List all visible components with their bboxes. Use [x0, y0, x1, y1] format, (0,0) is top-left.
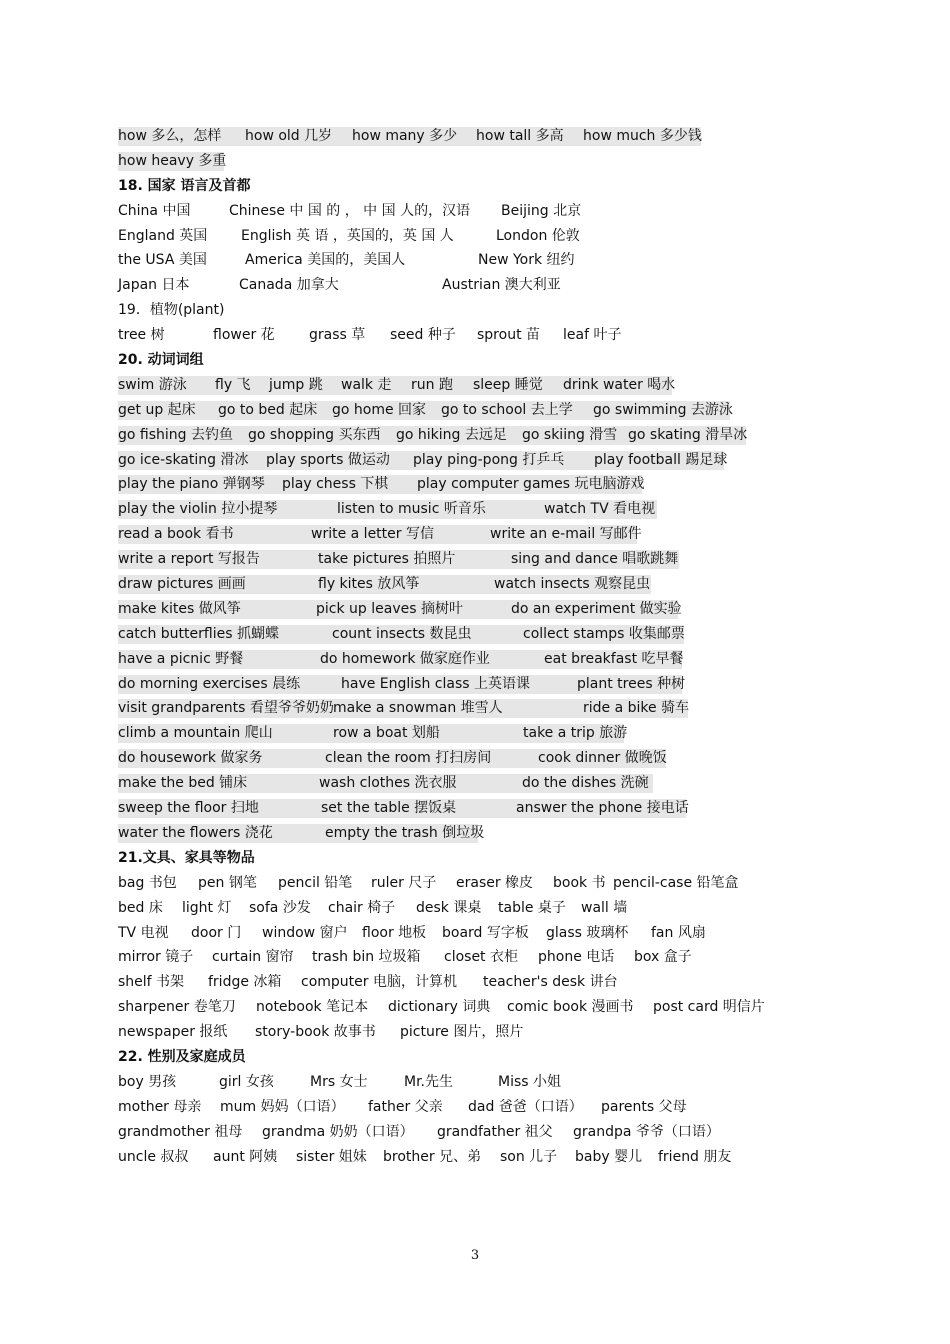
vocab-entry: watch TV 看电视 [544, 501, 656, 518]
vocab-line [118, 149, 918, 174]
vocab-entry: story-book 故事书 [255, 1024, 376, 1041]
vocab-entry: TV 电视 [118, 924, 169, 941]
vocab-line [118, 224, 918, 249]
vocab-entry: pick up leaves 摘树叶 [316, 600, 463, 617]
vocab-entry: wall 墙 [581, 899, 628, 916]
vocab-entry: do morning exercises 晨练 [118, 675, 301, 692]
vocab-entry: walk 走 [341, 376, 392, 393]
vocab-entry: go to bed 起床 [218, 401, 318, 418]
vocab-entry: comic book 漫画书 [507, 999, 634, 1016]
vocab-entry: board 写字板 [442, 924, 529, 941]
vocab-entry: wash clothes 洗衣服 [319, 775, 457, 792]
vocab-entry: take a trip 旅游 [523, 725, 628, 742]
vocab-entry: Japan 日本 [118, 277, 190, 294]
vocab-entry: go swimming 去游泳 [593, 401, 733, 418]
vocab-entry: fly kites 放风筝 [318, 576, 420, 593]
vocab-entry: play the violin 拉小提琴 [118, 501, 278, 518]
section-heading [118, 348, 918, 373]
vocab-entry: row a boat 划船 [333, 725, 440, 742]
vocab-line [118, 398, 918, 423]
vocab-entry: set the table 摆饭桌 [321, 800, 457, 817]
vocab-entry: mother 母亲 [118, 1098, 202, 1115]
vocab-entry: sprout 苗 [477, 327, 541, 344]
vocab-entry: catch butterflies 抓蝴蝶 [118, 625, 279, 642]
vocab-entry: how many 多少 [352, 128, 458, 144]
vocab-entry: do an experiment 做实验 [511, 600, 682, 617]
vocab-entry: get up 起床 [118, 401, 196, 418]
vocab-entry: desk 课桌 [416, 899, 482, 916]
section-title: 22. 性别及家庭成员 [118, 1048, 246, 1065]
vocab-entry: light 灯 [182, 899, 232, 916]
vocab-entry: do the dishes 洗碗 [522, 775, 649, 792]
vocab-entry: go shopping 买东西 [248, 426, 381, 443]
vocab-entry: answer the phone 接电话 [516, 800, 689, 817]
vocab-entry: visit grandparents 看望爷爷奶奶 [118, 700, 334, 717]
vocab-entry: write a report 写报告 [118, 551, 260, 568]
vocab-entry: curtain 窗帘 [212, 949, 294, 966]
vocab-entry: do homework 做家庭作业 [320, 650, 490, 667]
vocab-entry: grandma 奶奶（口语） [262, 1123, 414, 1140]
vocab-entry: go home 回家 [332, 401, 427, 418]
vocab-line [118, 472, 918, 497]
vocab-entry: swim 游泳 [118, 376, 187, 393]
vocab-entry: newspaper 报纸 [118, 1024, 228, 1041]
vocab-entry: picture 图片，照片 [400, 1024, 524, 1041]
vocab-line [118, 672, 918, 697]
vocab-entry: fan 风扇 [651, 924, 706, 941]
vocab-entry: how 多么，怎样 [118, 128, 222, 144]
vocab-line [118, 423, 918, 448]
vocab-entry: Canada 加拿大 [239, 277, 339, 294]
vocab-line [118, 821, 918, 846]
vocab-line [118, 1120, 918, 1145]
vocab-entry: bag 书包 [118, 874, 177, 891]
vocab-entry: boy 男孩 [118, 1073, 177, 1090]
vocabulary-list [118, 124, 918, 1169]
vocab-entry: grandfather 祖父 [437, 1123, 553, 1140]
vocab-entry: run 跑 [411, 376, 453, 393]
vocab-line [118, 497, 918, 522]
page-number: 3 [470, 1248, 480, 1263]
vocab-entry: draw pictures 画画 [118, 576, 246, 593]
vocab-entry: water the flowers 浇花 [118, 824, 273, 841]
vocab-line [118, 248, 918, 273]
vocab-entry: how old 几岁 [245, 128, 333, 144]
vocab-entry: pencil 铅笔 [278, 874, 353, 891]
vocab-line [118, 622, 918, 647]
vocab-entry: play chess 下棋 [282, 476, 389, 493]
vocab-entry: aunt 阿姨 [213, 1148, 278, 1165]
vocab-entry: watch insects 观察昆虫 [494, 576, 651, 593]
vocab-entry: London 伦敦 [496, 227, 580, 244]
vocab-entry: ruler 尺子 [371, 874, 437, 891]
section-heading [118, 174, 918, 199]
vocab-line [118, 721, 918, 746]
vocab-entry: grandpa 爷爷（口语） [573, 1123, 720, 1140]
vocab-entry: plant trees 种树 [577, 675, 686, 692]
vocab-entry: trash bin 垃圾箱 [312, 949, 421, 966]
vocab-entry: eat breakfast 吃早餐 [544, 650, 684, 667]
vocab-line [118, 647, 918, 672]
vocab-entry: table 桌子 [498, 899, 566, 916]
vocab-line [118, 547, 918, 572]
vocab-entry: sister 姐妹 [296, 1148, 367, 1165]
section-title: 20. 动词词组 [118, 352, 204, 369]
vocab-line [118, 995, 918, 1020]
vocab-entry: seed 种子 [390, 327, 456, 344]
vocab-entry: climb a mountain 爬山 [118, 725, 273, 742]
vocab-entry: girl 女孩 [219, 1073, 274, 1090]
vocab-line [118, 597, 918, 622]
vocab-line [118, 1070, 918, 1095]
vocab-entry: listen to music 听音乐 [337, 501, 486, 518]
vocab-entry: parents 父母 [601, 1098, 687, 1115]
vocab-entry: glass 玻璃杯 [546, 924, 629, 941]
vocab-entry: door 门 [191, 924, 242, 941]
vocab-entry: how much 多少钱 [583, 128, 702, 144]
vocab-line [118, 298, 918, 323]
vocab-entry: how tall 多高 [476, 128, 564, 144]
vocab-entry: jump 跳 [269, 376, 323, 393]
vocab-entry: grandmother 祖母 [118, 1123, 243, 1140]
vocab-entry: notebook 笔记本 [256, 999, 369, 1016]
vocab-entry: closet 衣柜 [444, 949, 518, 966]
vocab-entry: mum 妈妈（口语） [220, 1098, 345, 1115]
vocab-entry: how heavy 多重 [118, 152, 227, 169]
vocab-line [118, 1095, 918, 1120]
vocab-entry: pen 钢笔 [198, 874, 257, 891]
vocab-line [118, 746, 918, 771]
vocab-entry: phone 电话 [538, 949, 615, 966]
vocab-entry: fly 飞 [215, 376, 251, 393]
section-title: 21.文具、家具等物品 [118, 849, 255, 866]
vocab-line [118, 199, 918, 224]
vocab-entry: window 窗户 [262, 924, 348, 941]
section-title: 18. 国家 语言及首都 [118, 177, 251, 194]
vocab-entry: sofa 沙发 [249, 899, 311, 916]
vocab-entry: dad 爸爸（口语） [468, 1098, 583, 1115]
vocab-entry: have a picnic 野餐 [118, 650, 244, 667]
vocab-line [118, 970, 918, 995]
vocab-entry: flower 花 [213, 327, 275, 344]
vocab-entry: America 美国的，美国人 [245, 252, 406, 269]
vocab-entry: sleep 睡觉 [473, 376, 543, 393]
vocab-entry: ride a bike 骑车 [583, 700, 690, 717]
vocab-entry: friend 朋友 [658, 1148, 732, 1165]
vocab-entry: book 书 [553, 874, 606, 891]
vocab-entry: Mrs 女士 [310, 1073, 368, 1090]
vocab-line [118, 1020, 918, 1045]
vocab-entry: the USA 美国 [118, 252, 207, 269]
vocab-entry: write an e-mail 写邮件 [490, 526, 642, 543]
vocab-entry: go skiing 滑雪 [522, 426, 618, 443]
vocab-entry: eraser 橡皮 [456, 874, 534, 891]
vocab-entry: sing and dance 唱歌跳舞 [511, 551, 679, 568]
vocab-entry: go ice-skating 滑冰 [118, 451, 249, 468]
vocab-entry: do housework 做家务 [118, 750, 263, 767]
vocab-entry: count insects 数昆虫 [332, 625, 472, 642]
vocab-line [118, 945, 918, 970]
vocab-entry: leaf 叶子 [563, 327, 622, 344]
vocab-entry: empty the trash 倒垃圾 [325, 824, 485, 841]
vocab-line [118, 124, 918, 149]
vocab-line [118, 796, 918, 821]
vocab-entry: teacher's desk 讲台 [483, 974, 618, 991]
vocab-entry: pencil-case 铅笔盒 [613, 874, 739, 891]
vocab-entry: read a book 看书 [118, 526, 234, 543]
section-heading [118, 1045, 918, 1070]
vocab-line [118, 696, 918, 721]
vocab-entry: go fishing 去钓鱼 [118, 426, 233, 443]
vocab-entry: Austrian 澳大利亚 [442, 277, 561, 294]
vocab-line [118, 921, 918, 946]
vocab-entry: cook dinner 做晚饭 [538, 750, 667, 767]
vocab-entry: box 盒子 [634, 949, 692, 966]
vocab-line [118, 522, 918, 547]
vocab-entry: computer 电脑，计算机 [301, 974, 457, 991]
vocab-entry: grass 草 [309, 327, 366, 344]
vocab-line [118, 373, 918, 398]
vocab-entry: father 父亲 [368, 1098, 443, 1115]
vocab-line [118, 273, 918, 298]
vocab-entry: dictionary 词典 [388, 999, 491, 1016]
vocab-entry: play sports 做运动 [266, 451, 390, 468]
vocab-entry: bed 床 [118, 899, 163, 916]
vocab-entry: post card 明信片 [653, 999, 765, 1016]
vocab-entry: shelf 书架 [118, 974, 185, 991]
vocab-entry: tree 树 [118, 327, 165, 344]
vocab-entry: go to school 去上学 [441, 401, 573, 418]
section-subtitle: 19．植物(plant) [118, 302, 225, 319]
vocab-entry: sharpener 卷笔刀 [118, 999, 236, 1016]
vocab-entry: Beijing 北京 [501, 202, 582, 219]
vocab-entry: collect stamps 收集邮票 [523, 625, 685, 642]
vocab-entry: make kites 做风筝 [118, 600, 241, 617]
vocab-entry: fridge 冰箱 [208, 974, 282, 991]
vocab-entry: clean the room 打扫房间 [325, 750, 492, 767]
vocab-entry: make a snowman 堆雪人 [333, 700, 503, 717]
vocab-line [118, 323, 918, 348]
vocab-entry: play football 踢足球 [594, 451, 728, 468]
vocab-line [118, 448, 918, 473]
vocab-line [118, 771, 918, 796]
vocab-entry: New York 纽约 [478, 252, 575, 269]
vocab-entry: China 中国 [118, 202, 191, 219]
section-heading [118, 846, 918, 871]
vocab-entry: mirror 镜子 [118, 949, 194, 966]
vocab-entry: play computer games 玩电脑游戏 [417, 476, 645, 493]
vocab-entry: drink water 喝水 [563, 376, 676, 393]
vocab-entry: make the bed 铺床 [118, 775, 248, 792]
vocab-entry: English 英 语 ，英国的，英 国 人 [241, 227, 454, 244]
vocab-entry: chair 椅子 [328, 899, 396, 916]
vocab-entry: sweep the floor 扫地 [118, 800, 259, 817]
vocab-entry: Miss 小姐 [498, 1073, 562, 1090]
vocab-line [118, 1145, 918, 1170]
vocab-entry: take pictures 拍照片 [318, 551, 456, 568]
vocab-entry: floor 地板 [362, 924, 427, 941]
vocab-entry: write a letter 写信 [311, 526, 434, 543]
vocab-entry: Chinese 中 国 的 ， 中 国 人的，汉语 [229, 202, 471, 219]
vocab-entry: baby 婴儿 [575, 1148, 643, 1165]
vocab-entry: play the piano 弹钢琴 [118, 476, 265, 493]
vocab-line [118, 871, 918, 896]
vocab-entry: England 英国 [118, 227, 208, 244]
vocab-line [118, 572, 918, 597]
vocab-entry: play ping-pong 打乒乓 [413, 451, 565, 468]
vocab-entry: brother 兄、弟 [383, 1148, 482, 1165]
vocab-entry: have English class 上英语课 [341, 675, 531, 692]
vocab-entry: go skating 滑旱冰 [628, 426, 748, 443]
vocab-entry: go hiking 去远足 [396, 426, 507, 443]
vocab-entry: uncle 叔叔 [118, 1148, 189, 1165]
vocab-line [118, 896, 918, 921]
vocab-entry: Mr.先生 [404, 1073, 453, 1090]
vocab-entry: son 儿子 [500, 1148, 558, 1165]
